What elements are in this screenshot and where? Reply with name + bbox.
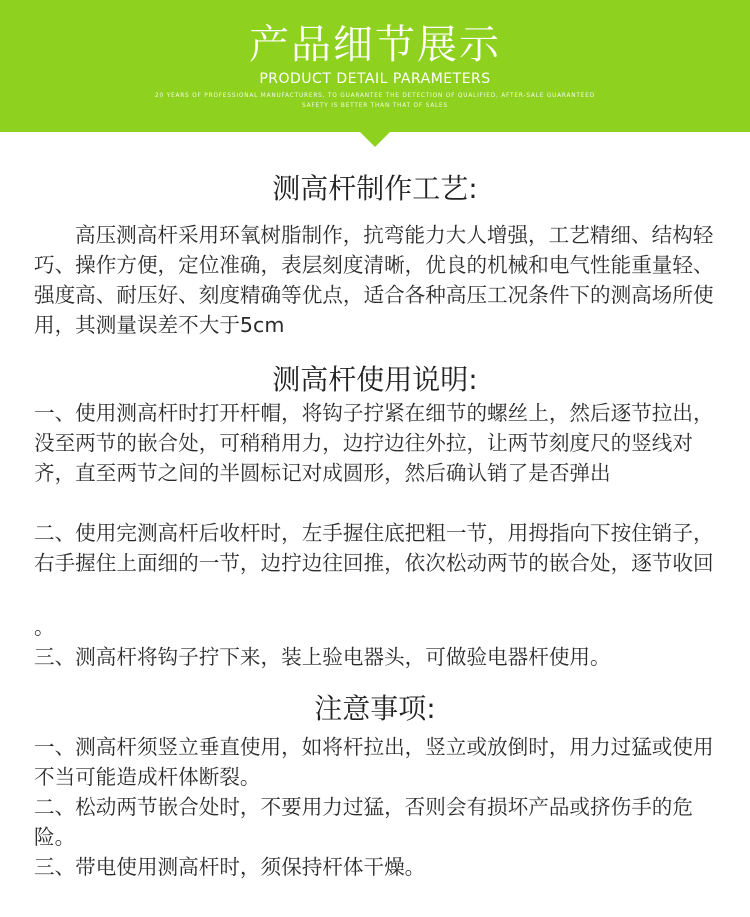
header-banner xyxy=(0,0,750,132)
banner-tagline: 20 YEARS OF PROFESSIONAL MANUFACTURERS, TO GUARANTEE THE DETECTION OF QUALIFIED, AFTER-SALE GUARANTEED SAFETY IS BETTER THAN THAT OF SALES xyxy=(155,93,595,109)
banner-subtitle: PRODUCT DETAIL PARAMETERS xyxy=(259,71,491,87)
usage-heading: 测高杆使用说明: xyxy=(272,363,478,396)
usage-step-2-end: 。 xyxy=(34,615,55,639)
process-text: 高压测高杆采用环氧树脂制作，抗弯能力大人增强，工艺精细、结构轻巧、操作方便，定位准确，表层刻度清晰，优良的机械和电气性能重量轻、强度高、耐压好、刻度精确等优点，适合各种高压工况条件下的测高场所使用，其测量误差不大于5cm xyxy=(34,223,714,337)
banner-pointer-arrow xyxy=(359,131,391,147)
notes-item-2: 二、松动两节嵌合处时，不要用力过猛，否则会有损坏产品或挤伤手的危险。 xyxy=(34,795,693,849)
notes-item-3: 三、带电使用测高杆时，须保持杆体干燥。 xyxy=(34,855,426,879)
process-heading: 测高杆制作工艺: xyxy=(272,172,478,205)
notes-heading: 注意事项: xyxy=(314,692,436,725)
banner-title: 产品细节展示 xyxy=(249,22,501,68)
usage-step-2: 二、使用完测高杆后收杆时，左手握住底把粗一节，用拇指向下按住销子，右手握住上面细的一节，边拧边往回推，依次松动两节的嵌合处，逐节收回 xyxy=(34,521,714,575)
usage-step-1: 一、使用测高杆时打开杆帽，将钩子拧紧在细节的螺丝上，然后逐节拉出，没至两节的嵌合处，可稍稍用力，边拧边往外拉，让两节刻度尺的竖线对齐，直至两节之间的半圆标记对成圆形，然后确认销了是否弹出 xyxy=(34,401,714,485)
usage-step-3: 三、测高杆将钩子拧下来，装上验电器头，可做验电器杆使用。 xyxy=(34,645,611,669)
notes-item-1: 一、测高杆须竖立垂直使用，如将杆拉出，竖立或放倒时，用力过猛或使用不当可能造成杆体断裂。 xyxy=(34,735,714,789)
